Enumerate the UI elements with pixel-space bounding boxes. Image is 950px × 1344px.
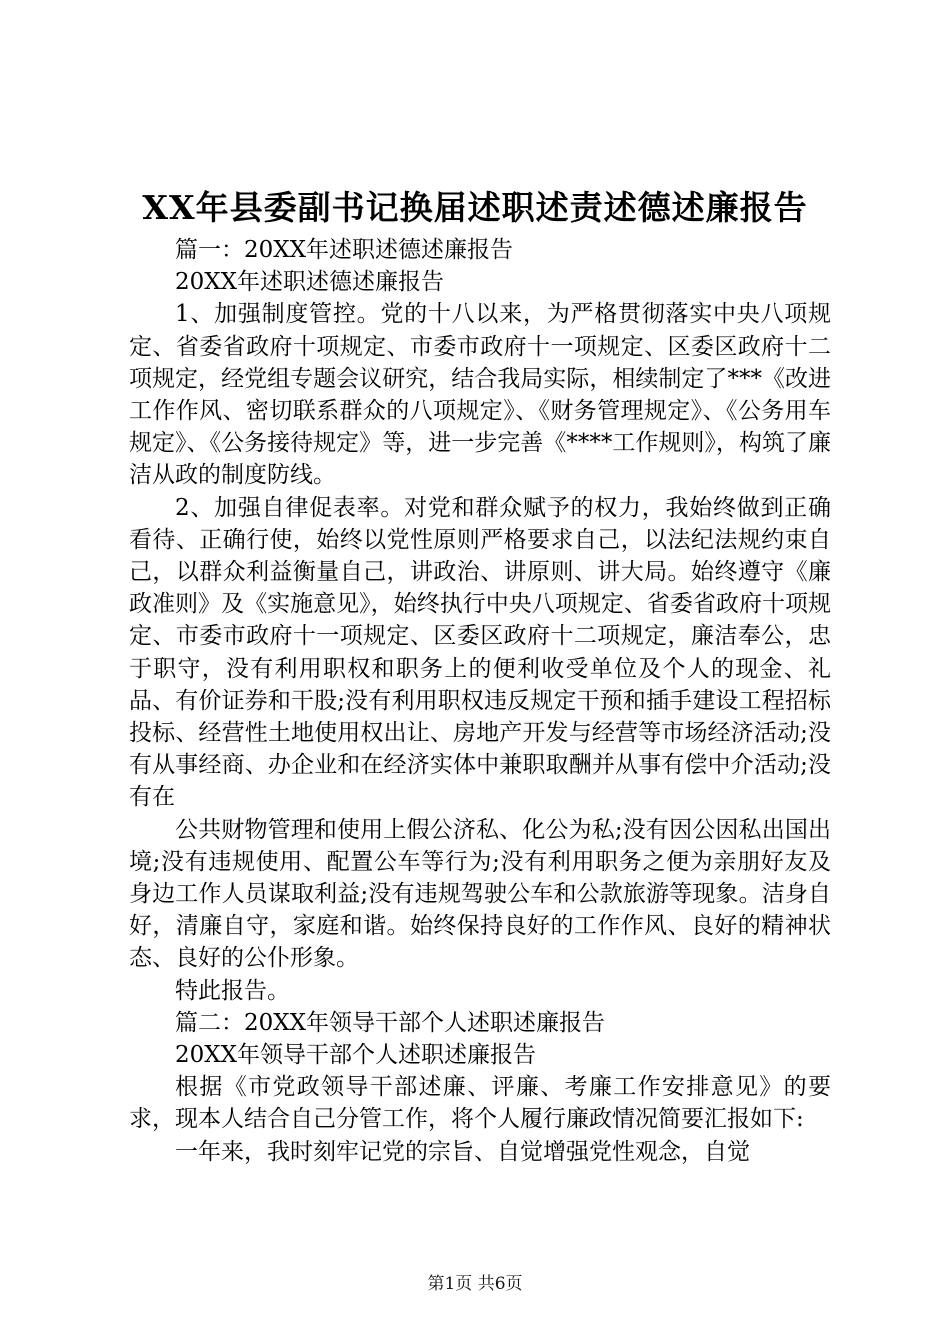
paragraph: 特此报告。 (175, 977, 290, 1004)
page-number-footer: 第1页 共6页 (427, 1274, 523, 1294)
paragraph: 20XX年述职述德述廉报告 (175, 269, 445, 296)
paragraph: 根据《市党政领导干部述廉、评廉、考廉工作安排意见》的要求，现本人结合自己分管工作，将个人履行廉政情况简要汇报如下: (129, 1074, 831, 1133)
paragraph: 1、加强制度管控。党的十八以来，为严格贯彻落实中央八项规定、省委省政府十项规定、市委市政府十一项规定、区委区政府十二项规定，经党组专题会议研究，结合我局实际，相续制定了***《改进工作作风、密切联系群众的八项规定》、《财务管理规定》、《公务用车规定》、《公务接待规定》等，进一步完善《****工作规则》，构筑了廉洁从政的制度防线。 (129, 301, 831, 489)
paragraph: 一年来，我时刻牢记党的宗旨、自觉增强党性观念，自觉 (175, 1138, 750, 1165)
paragraph: 篇二：20XX年领导干部个人述职述廉报告 (175, 1009, 606, 1036)
paragraph: 2、加强自律促表率。对党和群众赋予的权力，我始终做到正确看待、正确行使，始终以党性原则严格要求自己，以法纪法规约束自己，以群众利益衡量自己，讲政治、讲原则、讲大局。始终遵守《廉政准则》及《实施意见》，始终执行中央八项规定、省委省政府十项规定、市委市政府十一项规定、区委区政府十二项规定，廉洁奉公，忠于职守，没有利用职权和职务上的便利收受单位及个人的现金、礼品、有价证券和干股;没有利用职权违反规定干预和插手建设工程招标投标、经营性土地使用权出让、房地产开发与经营等市场经济活动;没有从事经商、办企业和在经济实体中兼职取酬并从事有偿中介活动;没有在 (129, 494, 831, 811)
document-title: XX年县委副书记换届述职述责述德述廉报告 (142, 188, 808, 227)
document-body (129, 234, 831, 1168)
paragraph: 公共财物管理和使用上假公济私、化公为私;没有因公因私出国出境;没有违规使用、配置公车等行为;没有利用职务之便为亲朋好友及身边工作人员谋取利益;没有违规驾驶公车和公款旅游等现象。洁身自好，清廉自守，家庭和谐。始终保持良好的工作作风、良好的精神状态、良好的公仆形象。 (129, 816, 831, 972)
paragraph: 20XX年领导干部个人述职述廉报告 (175, 1042, 537, 1069)
paragraph: 篇一：20XX年述职述德述廉报告 (175, 237, 514, 263)
